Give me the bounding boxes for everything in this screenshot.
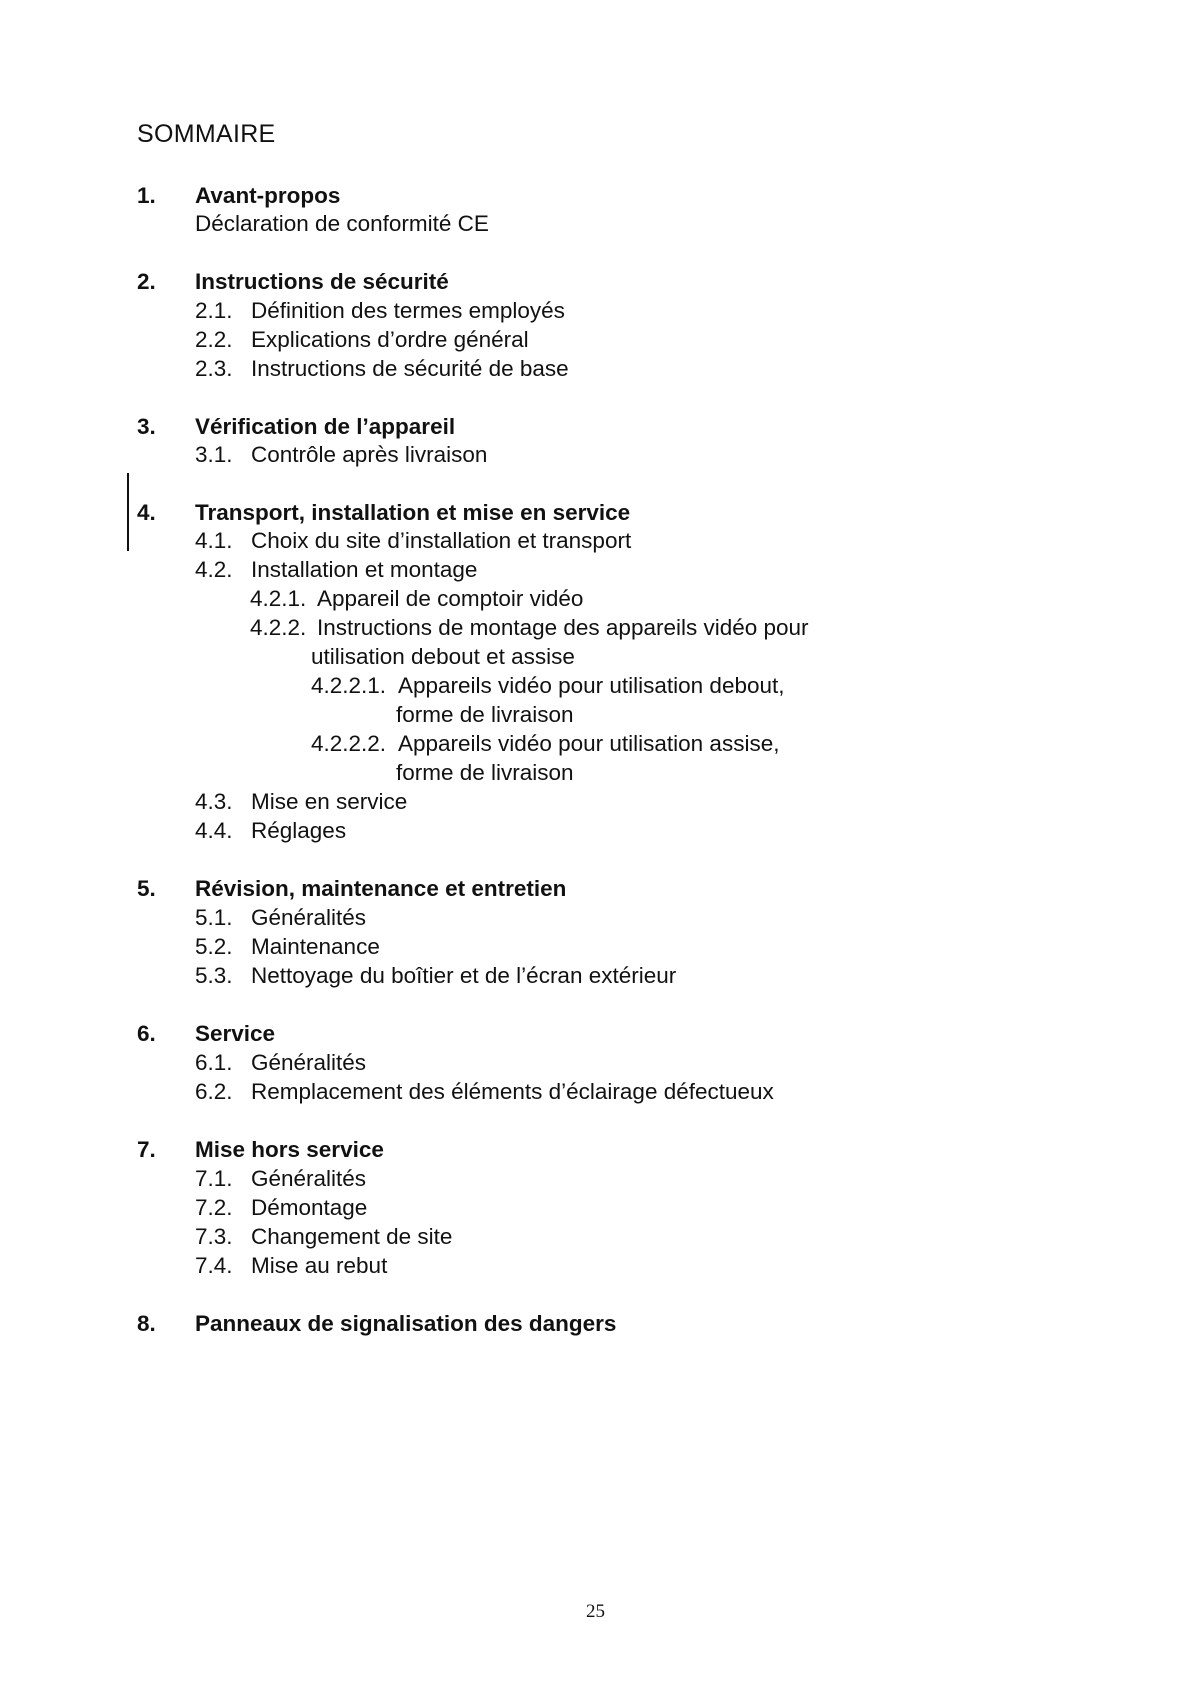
toc-label: Mise en service — [251, 789, 408, 814]
toc-item-4-2-2-2-cont — [396, 759, 574, 787]
page-title: SOMMAIRE — [137, 120, 276, 148]
toc-number: 7.4. — [195, 1253, 233, 1278]
toc-number: 4. — [137, 500, 156, 525]
toc-label: Déclaration de conformité CE — [195, 211, 489, 236]
toc-label: Changement de site — [251, 1224, 453, 1249]
toc-label: Généralités — [251, 1050, 367, 1075]
toc-label: Mise au rebut — [251, 1253, 388, 1278]
toc-label-continuation: forme de livraison — [396, 702, 574, 727]
toc-label: Avant-propos — [195, 183, 341, 208]
toc-label: Instructions de sécurité — [195, 269, 449, 294]
toc-label-continuation: forme de livraison — [396, 760, 574, 785]
toc-label: Mise hors service — [195, 1137, 384, 1162]
toc-item-4-2-2-1-cont — [396, 701, 574, 729]
toc-number: 4.2.2.1. — [311, 673, 387, 698]
toc-label: Vérification de l’appareil — [195, 414, 456, 439]
toc-label: Service — [195, 1021, 276, 1046]
toc-label: Nettoyage du boîtier et de l’écran extérieur — [251, 963, 677, 988]
page-number: 25 — [586, 1601, 605, 1622]
toc-number: 6. — [137, 1021, 156, 1046]
toc-number: 4.4. — [195, 818, 233, 843]
toc-label: Contrôle après livraison — [251, 442, 488, 467]
toc-number: 2.2. — [195, 327, 233, 352]
toc-number: 2.3. — [195, 356, 233, 381]
toc-number: 6.2. — [195, 1079, 233, 1104]
toc-number: 5. — [137, 876, 156, 901]
toc-label: Maintenance — [251, 934, 380, 959]
toc-label: Instructions de montage des appareils vidéo pour — [317, 615, 809, 640]
toc-label: Généralités — [251, 905, 367, 930]
toc-label: Appareils vidéo pour utilisation assise, — [398, 731, 780, 756]
toc-number: 5.1. — [195, 905, 233, 930]
toc-label: Instructions de sécurité de base — [251, 356, 569, 381]
toc-number: 7.1. — [195, 1166, 233, 1191]
toc-number: 4.2.1. — [250, 586, 307, 611]
toc-number: 5.2. — [195, 934, 233, 959]
toc-number: 4.2.2. — [250, 615, 307, 640]
revision-change-bar — [127, 473, 129, 551]
toc-label: Installation et montage — [251, 557, 478, 582]
toc-number: 8. — [137, 1311, 156, 1336]
toc-label: Définition des termes employés — [251, 298, 565, 323]
toc-label: Révision, maintenance et entretien — [195, 876, 567, 901]
toc-number: 3.1. — [195, 442, 233, 467]
toc-number: 4.2. — [195, 557, 233, 582]
toc-number: 6.1. — [195, 1050, 233, 1075]
toc-label: Appareil de comptoir vidéo — [317, 586, 584, 611]
toc-item-declaration — [195, 210, 489, 238]
toc-label: Transport, installation et mise en service — [195, 500, 631, 525]
toc-number: 3. — [137, 414, 156, 439]
toc-number: 4.2.2.2. — [311, 731, 387, 756]
toc-number: 4.3. — [195, 789, 233, 814]
toc-label: Réglages — [251, 818, 347, 843]
toc-label: Choix du site d’installation et transport — [251, 528, 632, 553]
toc-number: 2. — [137, 269, 156, 294]
toc-number: 7.3. — [195, 1224, 233, 1249]
toc-label: Explications d’ordre général — [251, 327, 529, 352]
toc-number: 5.3. — [195, 963, 233, 988]
toc-item-4-2-2-cont — [311, 643, 575, 671]
toc-number: 1. — [137, 183, 156, 208]
toc-label-continuation: utilisation debout et assise — [311, 644, 575, 669]
toc-number: 7.2. — [195, 1195, 233, 1220]
toc-label: Démontage — [251, 1195, 368, 1220]
toc-label: Généralités — [251, 1166, 367, 1191]
toc-number: 4.1. — [195, 528, 233, 553]
toc-number: 2.1. — [195, 298, 233, 323]
toc-label: Remplacement des éléments d’éclairage défectueux — [251, 1079, 774, 1104]
toc-label: Appareils vidéo pour utilisation debout, — [398, 673, 785, 698]
toc-label: Panneaux de signalisation des dangers — [195, 1311, 617, 1336]
toc-number: 7. — [137, 1137, 156, 1162]
